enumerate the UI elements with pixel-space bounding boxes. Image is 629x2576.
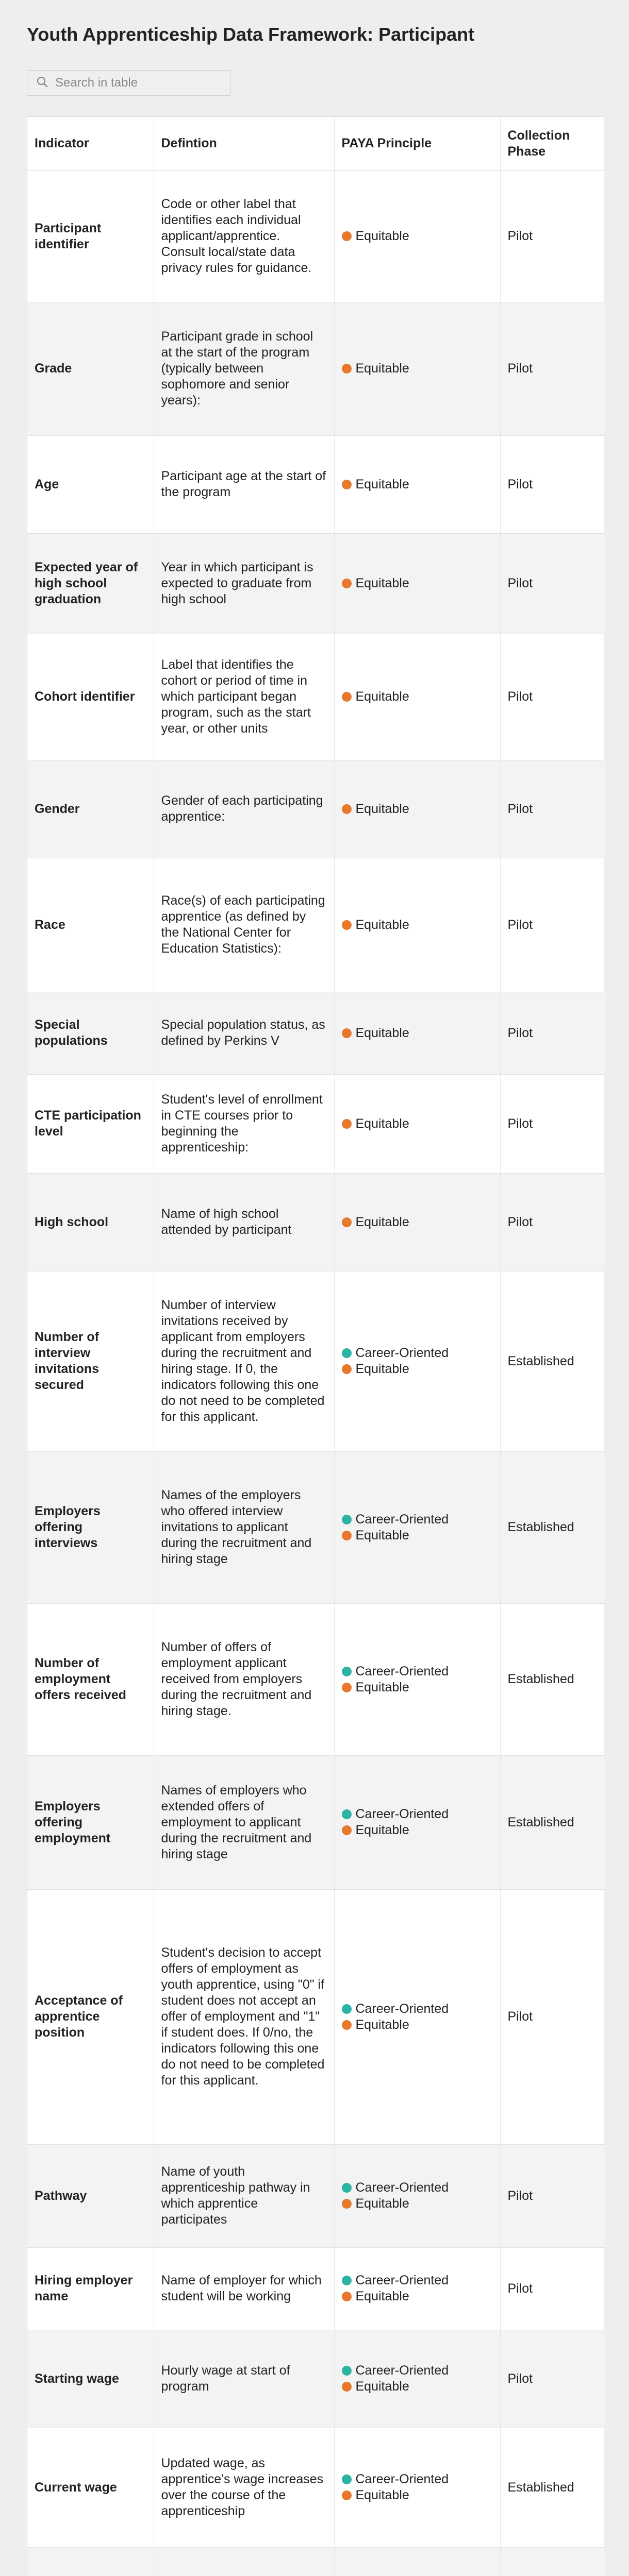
- principle-cell: [334, 1755, 500, 1889]
- page-title: Youth Apprenticeship Data Framework: Participant: [27, 24, 475, 45]
- search-icon: [37, 76, 48, 90]
- phase-cell: Established: [500, 1603, 605, 1755]
- definition-cell: Gender of each participating apprentice:: [154, 760, 334, 858]
- equitable-principle-tag: [342, 575, 493, 591]
- principle-cell: [334, 2428, 500, 2547]
- career-principle-tag: [342, 1664, 493, 1680]
- principle-label: Career-Oriented: [355, 1512, 449, 1527]
- equitable-principle-tag: [342, 2487, 493, 2503]
- equitable-dot-icon: [342, 1217, 352, 1227]
- data-table: [27, 116, 604, 2576]
- equitable-principle-tag: [342, 917, 493, 933]
- table-row: [27, 1271, 605, 1451]
- principle-label: Career-Oriented: [355, 1346, 449, 1360]
- principle-cell: [334, 2547, 500, 2576]
- principle-label: Career-Oriented: [355, 1807, 449, 1821]
- principle-label: Equitable: [355, 1116, 409, 1131]
- equitable-dot-icon: [342, 692, 352, 702]
- equitable-principle-tag: [342, 1680, 493, 1696]
- principle-label: Equitable: [355, 477, 409, 492]
- principle-label: Equitable: [355, 2017, 409, 2032]
- phase-cell: Established: [500, 2428, 605, 2547]
- phase-cell: Pilot: [500, 1173, 605, 1271]
- career-principle-tag: [342, 2001, 493, 2017]
- principle-cell: [334, 1889, 500, 2144]
- table-row: [27, 1074, 605, 1173]
- principle-label: Equitable: [355, 689, 409, 704]
- principle-label: Equitable: [355, 1528, 409, 1543]
- table-row: [27, 2144, 605, 2247]
- principle-cell: [334, 2330, 500, 2428]
- equitable-dot-icon: [342, 480, 352, 489]
- principle-cell: [334, 1074, 500, 1173]
- definition-cell: Student's decision to accept offers of employment as youth apprentice, using "0" if student does not accept an offer of employment and "1" if student does. If 0/no, the indicators following this one do not need to be completed for this applicant.: [154, 1889, 334, 2144]
- table-row: [27, 858, 605, 992]
- equitable-principle-tag: [342, 2196, 493, 2212]
- career-principle-tag: [342, 1806, 493, 1822]
- phase-cell: Pilot: [500, 2247, 605, 2330]
- principle-label: Career-Oriented: [355, 2273, 449, 2287]
- principle-label: Career-Oriented: [355, 1664, 449, 1679]
- principle-cell: [334, 760, 500, 858]
- definition-cell: Name of high school attended by participant: [154, 1173, 334, 1271]
- principle-cell: [334, 2247, 500, 2330]
- definition-cell: Year in which participant is expected to graduate from high school: [154, 533, 334, 634]
- career-dot-icon: [342, 1348, 352, 1358]
- indicator-cell: CTE participation level: [27, 1074, 154, 1173]
- equitable-dot-icon: [342, 1683, 352, 1692]
- career-principle-tag: [342, 1345, 493, 1361]
- equitable-principle-tag: [342, 477, 493, 493]
- table-row: [27, 302, 605, 435]
- table-row: [27, 435, 605, 533]
- definition-cell: Participant age at the start of the program: [154, 435, 334, 533]
- phase-cell: Pilot: [500, 1889, 605, 2144]
- career-dot-icon: [342, 2366, 352, 2376]
- equitable-dot-icon: [342, 1028, 352, 1038]
- indicator-cell: [27, 2547, 154, 2576]
- definition-cell: Name of youth apprenticeship pathway in which apprentice participates: [154, 2144, 334, 2247]
- phase-cell: Pilot: [500, 1074, 605, 1173]
- table-header-row: [27, 117, 605, 171]
- column-header-definition[interactable]: Defintion: [154, 117, 334, 171]
- definition-cell: Number of interview invitations received by applicant from employers during the recruitment and hiring stage. If 0, the indicators following this one do not need to be completed for this applicant.: [154, 1271, 334, 1451]
- search-input[interactable]: [55, 76, 220, 90]
- principle-label: Equitable: [355, 2379, 409, 2394]
- equitable-dot-icon: [342, 364, 352, 374]
- definition-cell: Name of employer for which student will be working: [154, 2247, 334, 2330]
- table-row: [27, 992, 605, 1074]
- principle-label: Career-Oriented: [355, 2001, 449, 2016]
- column-header-principle[interactable]: PAYA Principle: [334, 117, 500, 171]
- principle-label: Career-Oriented: [355, 2363, 449, 2378]
- equitable-principle-tag: [342, 2379, 493, 2395]
- phase-cell: Pilot: [500, 302, 605, 435]
- indicator-cell: Participant identifier: [27, 171, 154, 302]
- equitable-principle-tag: [342, 1822, 493, 1838]
- definition-cell: Special population status, as defined by Perkins V: [154, 992, 334, 1074]
- equitable-dot-icon: [342, 1119, 352, 1129]
- indicator-cell: Pathway: [27, 2144, 154, 2247]
- principle-cell: [334, 1271, 500, 1451]
- phase-cell: Pilot: [500, 992, 605, 1074]
- principle-label: Equitable: [355, 229, 409, 243]
- column-header-phase[interactable]: Collection Phase: [500, 117, 605, 171]
- indicator-cell: Grade: [27, 302, 154, 435]
- phase-cell: [500, 2547, 605, 2576]
- indicator-cell: Number of employment offers received: [27, 1603, 154, 1755]
- equitable-dot-icon: [342, 2020, 352, 2030]
- indicator-cell: Employers offering employment: [27, 1755, 154, 1889]
- principle-label: Equitable: [355, 1214, 409, 1229]
- career-dot-icon: [342, 2475, 352, 2484]
- definition-cell: Updated wage, as apprentice's wage increases over the course of the apprenticeship: [154, 2428, 334, 2547]
- definition-cell: Names of the employers who offered interview invitations to applicant during the recruitment and hiring stage: [154, 1451, 334, 1603]
- career-principle-tag: [342, 2363, 493, 2379]
- phase-cell: Pilot: [500, 858, 605, 992]
- definition-cell: [154, 2547, 334, 2576]
- table-row: [27, 1755, 605, 1889]
- principle-label: Equitable: [355, 2488, 409, 2502]
- indicator-cell: Acceptance of apprentice position: [27, 1889, 154, 2144]
- principle-label: Career-Oriented: [355, 2472, 449, 2486]
- equitable-dot-icon: [342, 1531, 352, 1540]
- principle-label: Equitable: [355, 361, 409, 376]
- equitable-principle-tag: [342, 228, 493, 244]
- phase-cell: Pilot: [500, 2144, 605, 2247]
- equitable-dot-icon: [342, 2292, 352, 2301]
- career-dot-icon: [342, 2276, 352, 2285]
- indicator-cell: Cohort identifier: [27, 634, 154, 760]
- equitable-principle-tag: [342, 1361, 493, 1377]
- principle-label: Equitable: [355, 576, 409, 590]
- equitable-principle-tag: [342, 1528, 493, 1544]
- principle-cell: [334, 858, 500, 992]
- equitable-principle-tag: [342, 1214, 493, 1230]
- table-row: [27, 171, 605, 302]
- career-principle-tag: [342, 2273, 493, 2289]
- phase-cell: Pilot: [500, 760, 605, 858]
- table-row: [27, 2428, 605, 2547]
- phase-cell: Pilot: [500, 171, 605, 302]
- career-dot-icon: [342, 1515, 352, 1524]
- table-row: [27, 533, 605, 634]
- definition-cell: Number of offers of employment applicant received from employers during the recruitment and hiring stage.: [154, 1603, 334, 1755]
- table-row: [27, 2330, 605, 2428]
- principle-cell: [334, 435, 500, 533]
- career-principle-tag: [342, 2180, 493, 2196]
- column-header-indicator[interactable]: Indicator: [27, 117, 154, 171]
- phase-cell: Established: [500, 1271, 605, 1451]
- phase-cell: Established: [500, 1755, 605, 1889]
- table-row: [27, 634, 605, 760]
- principle-label: Equitable: [355, 801, 409, 816]
- career-dot-icon: [342, 2183, 352, 2193]
- table-row: [27, 1451, 605, 1603]
- definition-cell: Label that identifies the cohort or period of time in which participant began program, such as the start year, or other units: [154, 634, 334, 760]
- principle-cell: [334, 171, 500, 302]
- definition-cell: Participant grade in school at the start of the program (typically between sophomore and senior years):: [154, 302, 334, 435]
- indicator-cell: Race: [27, 858, 154, 992]
- equitable-principle-tag: [342, 1116, 493, 1132]
- principle-label: Equitable: [355, 1680, 409, 1694]
- principle-label: Equitable: [355, 1025, 409, 1040]
- equitable-dot-icon: [342, 2490, 352, 2500]
- indicator-cell: High school: [27, 1173, 154, 1271]
- principle-cell: [334, 1173, 500, 1271]
- equitable-principle-tag: [342, 689, 493, 705]
- phase-cell: Pilot: [500, 634, 605, 760]
- phase-cell: Pilot: [500, 2330, 605, 2428]
- definition-cell: Code or other label that identifies each individual applicant/apprentice. Consult local/state data privacy rules for guidance.: [154, 171, 334, 302]
- phase-cell: Established: [500, 1451, 605, 1603]
- equitable-dot-icon: [342, 2199, 352, 2209]
- indicator-cell: Special populations: [27, 992, 154, 1074]
- indicator-cell: Current wage: [27, 2428, 154, 2547]
- principle-label: Equitable: [355, 917, 409, 932]
- career-principle-tag: [342, 2471, 493, 2487]
- principle-label: Equitable: [355, 1362, 409, 1376]
- principle-cell: [334, 302, 500, 435]
- principle-cell: [334, 1603, 500, 1755]
- equitable-principle-tag: [342, 361, 493, 377]
- definition-cell: Race(s) of each participating apprentice (as defined by the National Center for Education Statistics):: [154, 858, 334, 992]
- search-box[interactable]: [27, 70, 230, 96]
- equitable-principle-tag: [342, 2017, 493, 2033]
- table-row: [27, 1889, 605, 2144]
- definition-cell: Student's level of enrollment in CTE courses prior to beginning the apprenticeship:: [154, 1074, 334, 1173]
- indicator-cell: Number of interview invitations secured: [27, 1271, 154, 1451]
- indicator-cell: Starting wage: [27, 2330, 154, 2428]
- principle-label: Equitable: [355, 1823, 409, 1837]
- equitable-principle-tag: [342, 2289, 493, 2304]
- table-row: [27, 1603, 605, 1755]
- indicator-cell: Age: [27, 435, 154, 533]
- career-dot-icon: [342, 2004, 352, 2014]
- indicator-cell: Gender: [27, 760, 154, 858]
- principle-cell: [334, 2144, 500, 2247]
- principle-label: Equitable: [355, 2289, 409, 2303]
- career-principle-tag: [342, 1512, 493, 1528]
- career-dot-icon: [342, 1667, 352, 1676]
- equitable-dot-icon: [342, 231, 352, 241]
- indicator-cell: Expected year of high school graduation: [27, 533, 154, 634]
- principle-cell: [334, 533, 500, 634]
- career-dot-icon: [342, 1809, 352, 1819]
- definition-cell: Names of employers who extended offers of employment to applicant during the recruitment and hiring stage: [154, 1755, 334, 1889]
- equitable-principle-tag: [342, 1025, 493, 1041]
- phase-cell: Pilot: [500, 435, 605, 533]
- equitable-dot-icon: [342, 579, 352, 588]
- principle-label: Equitable: [355, 2196, 409, 2211]
- indicator-cell: Employers offering interviews: [27, 1451, 154, 1603]
- table-row: [27, 1173, 605, 1271]
- phase-cell: Pilot: [500, 533, 605, 634]
- table-row: [27, 2547, 605, 2576]
- indicator-cell: Hiring employer name: [27, 2247, 154, 2330]
- principle-cell: [334, 992, 500, 1074]
- equitable-dot-icon: [342, 1825, 352, 1835]
- equitable-dot-icon: [342, 920, 352, 930]
- principle-cell: [334, 634, 500, 760]
- table-row: [27, 760, 605, 858]
- equitable-principle-tag: [342, 801, 493, 817]
- equitable-dot-icon: [342, 2382, 352, 2392]
- table-row: [27, 2247, 605, 2330]
- equitable-dot-icon: [342, 1364, 352, 1374]
- equitable-dot-icon: [342, 804, 352, 814]
- principle-label: Career-Oriented: [355, 2180, 449, 2195]
- principle-cell: [334, 1451, 500, 1603]
- definition-cell: Hourly wage at start of program: [154, 2330, 334, 2428]
